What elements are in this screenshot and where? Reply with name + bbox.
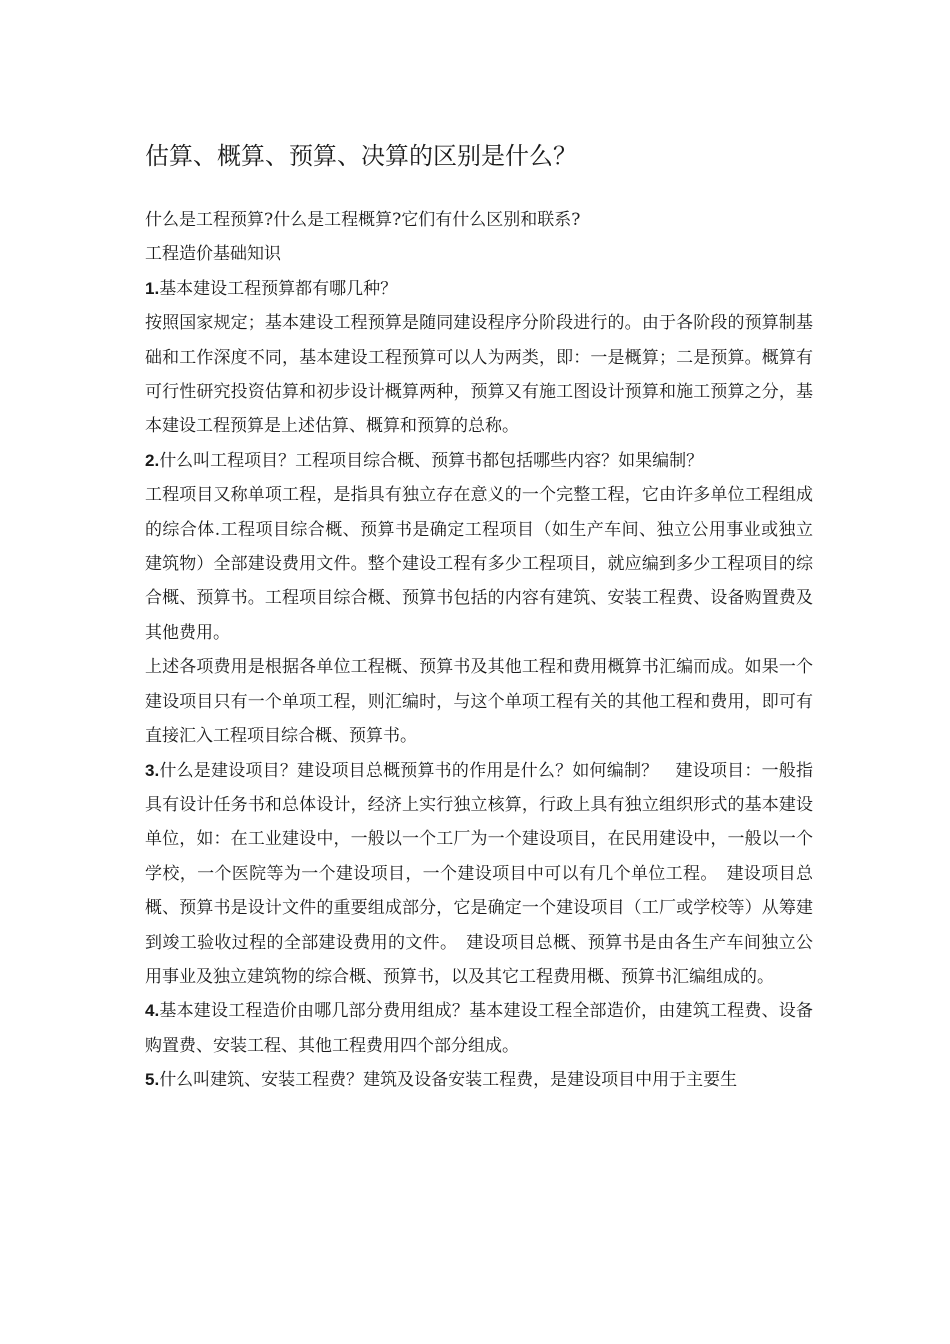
section-heading <box>145 444 813 478</box>
paragraph <box>145 203 813 237</box>
section-number: 5. <box>145 1070 160 1090</box>
paragraph <box>145 650 813 753</box>
paragraph-text: 工程造价基础知识 <box>145 244 281 265</box>
section-number: 2. <box>145 450 160 470</box>
paragraph-text: 基本建设工程预算都有哪几种？ <box>159 278 398 299</box>
section-paragraph <box>145 754 813 995</box>
paragraph <box>145 306 813 444</box>
section-paragraph <box>145 994 813 1063</box>
paragraph-text: 上述各项费用是根据各单位工程概、预算书及其他工程和费用概算书汇编而成。如果一个建设项目只有一个单项工程，则汇编时，与这个单项工程有关的其他工程和费用，即可有直接汇入工程项目综合概、预算书。 <box>145 657 813 747</box>
section-number: 4. <box>145 1001 160 1021</box>
paragraph-text: 基本建设工程造价由哪几部分费用组成？基本建设工程全部造价，由建筑工程费、设备购置费、安装工程、其他工程费用四个部分组成。 <box>145 1001 813 1056</box>
document-title <box>145 135 813 177</box>
section-number: 1. <box>145 278 160 298</box>
section-paragraph <box>145 1063 813 1097</box>
paragraph <box>145 237 813 271</box>
paragraph-text: 什么叫工程项目？工程项目综合概、预算书都包括哪些内容？如果编制？ <box>159 450 704 471</box>
title-text: 估算、概算、预算、决算的区别是什么？ <box>145 142 577 170</box>
document-page <box>145 135 813 1098</box>
section-number: 3. <box>145 760 160 780</box>
paragraph-text: 什么是工程预算?什么是工程概算?它们有什么区别和联系? <box>145 210 581 230</box>
paragraph <box>145 478 813 650</box>
section-heading <box>145 272 813 306</box>
paragraph-text: 什么叫建筑、安装工程费？建筑及设备安装工程费，是建设项目中用于主要生 <box>159 1070 738 1091</box>
paragraph-text: 工程项目又称单项工程，是指具有独立存在意义的一个完整工程，它由许多单位工程组成的综合体.工程项目综合概、预算书是确定工程项目（如生产车间、独立公用事业或独立建筑物）全部建设费用文件。整个建设工程有多少工程项目，就应编到多少工程项目的综合概、预算书。工程项目综合概、预算书包括的内容有建筑、安装工程费、设备购置费及其他费用。 <box>145 485 813 643</box>
paragraph-text: 什么是建设项目？建设项目总概预算书的作用是什么？如何编制？ 建设项目：一般指具有设计任务书和总体设计，经济上实行独立核算，行政上具有独立组织形式的基本建设单位，如：在工业建设中，一般以一个工厂为一个建设项目，在民用建设中，一般以一个学校，一个医院等为一个建设项目，一个建设项目中可以有几个单位工程。 建设项目总概、预算书是设计文件的重要组成部分，它是确定一个建设项目（工厂或学校等）从筹建到竣工验收过程的全部建设费用的文件。 建设项目总概、预算书是由各生产车间独立公用事业及独立建筑物的综合概、预算书，以及其它工程费用概、预算书汇编组成的。 <box>145 760 813 987</box>
paragraph-text: 按照国家规定；基本建设工程预算是随同建设程序分阶段进行的。由于各阶段的预算制基础和工作深度不同，基本建设工程预算可以人为两类，即：一是概算；二是预算。概算有可行性研究投资估算和初步设计概算两种，预算又有施工图设计预算和施工预算之分，基本建设工程预算是上述估算、概算和预算的总称。 <box>145 313 813 437</box>
